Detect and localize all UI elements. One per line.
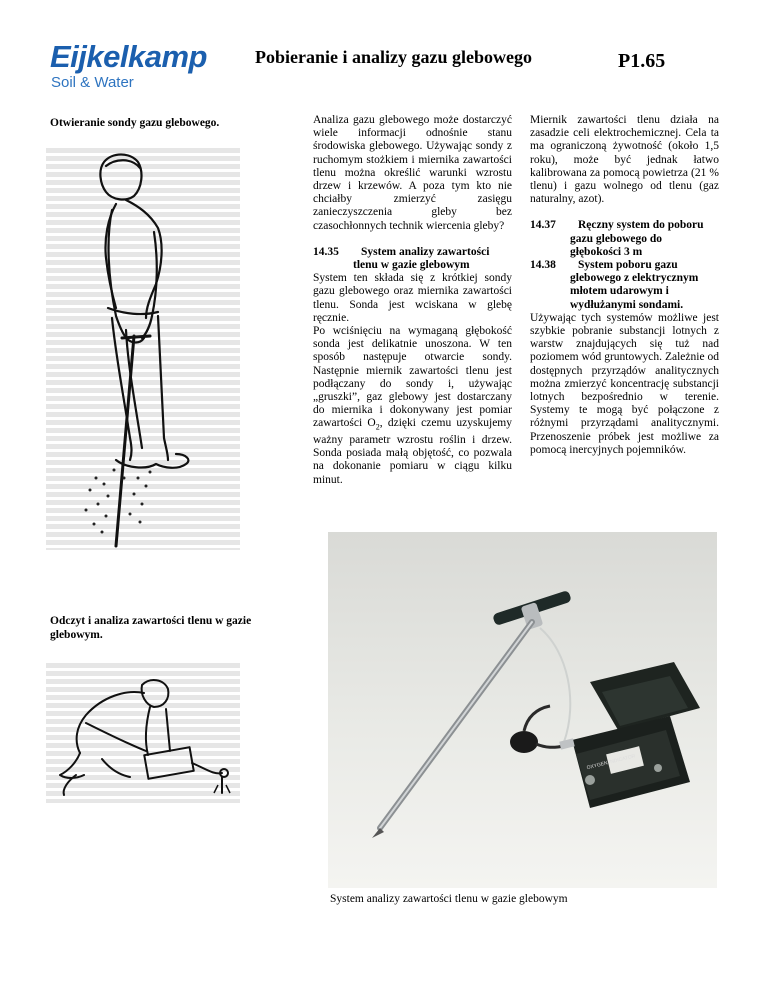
body-paragraph: System ten składa się z krótkiej sondy gazu glebowego oraz miernika zawartości tlenu. Sonda jest wciskana w glebę ręcznie. [313,272,512,324]
body-paragraph: Używając tych systemów możliwe jest szybkie pobranie substancji lotnych z warstw znajdujących się tuż nad poziomem wód gruntowych. Zależnie od dostępnych przyrządów analitycznych można zmierzyć koncentrację substancji lotnych bezpośrednio w terenie. Systemy te mogą być połączone z różnymi przyrządami analitycznymi. Przenoszenie próbek jest możliwe za pomocą inercyjnych pojemników. [530,311,719,456]
figure1-caption: Otwieranie sondy gazu glebowego. [50,117,220,129]
text-column-2 [313,114,512,487]
man-pushing-probe-drawing [46,148,240,550]
man-reading-meter-drawing [46,663,240,803]
heading-14-37: 14.37 Ręczny system do poboru gazu glebowego do głębokości 3 m [530,219,704,258]
figure2-caption: Odczyt i analiza zawartości tlenu w gazie glebowym. [50,615,252,641]
product-photo [328,532,717,888]
intro-paragraph: Miernik zawartości tlenu działa na zasadzie celi elektrochemicznej. Cela ta ma ograniczoną żywotność (około 1,5 roku), może być jednak łatwo kalibrowana za pomocą powietrza (21 % tlenu) i gazu wolnego od tlenu (gaz naturalny, azot). [530,114,719,206]
heading-line: System analizy zawartości [361,245,490,258]
logo-wordmark: Eijkelkamp [50,39,207,74]
intro-paragraph: Analiza gazu glebowego może dostarczyć wiele informacji odnośnie stanu środowiska glebowego. Używając sondy z ruchomym stożkiem i miernika zawartości tlenu można określić warunki wzrostu drzew i krzewów. A poza tym kto nie chciałby zmierzyć zasięgu zanieczyszczenia gleby bez czasochłonnych technik wiercenia gleby? [313,114,512,232]
document-code: P1.65 [618,50,666,72]
figure2-illustration [46,663,240,803]
eijkelkamp-logo [50,40,220,96]
logo-tagline: Soil & Water [51,74,134,91]
heading-14-38: 14.38 System poboru gazu glebowego z elektrycznym młotem udarowym i wydłużanymi sondami. [530,259,699,311]
figure1-illustration [46,148,240,550]
probe-and-meter-picture [328,532,717,888]
item-number: 14.35 [313,245,339,258]
meter-label: OXYGEN INDICATOR [586,753,636,772]
heading-line: tlenu w gazie glebowym [353,259,470,272]
body-paragraph: Po wciśnięciu na wymaganą głębokość sonda jest delikatnie unoszona. W ten sposób następuje otwarcie sondy. Następnie miernik zawartości tlenu jest podłączany do sondy i, używając „gruszki”, gaz glebowy jest dostarczany do miernika i dokonywany jest pomiar zawartości $O_2$, dzięki czemu uzyskujemy ważny parametr wzrostu roślin i drzew. Sonda posiada małą objętość, co pozwala na dokonanie pomiaru w ciągu kilku minut. [313,325,513,486]
text-column-3 [530,114,719,457]
page-title: Pobieranie i analizy gazu glebowego [255,47,532,67]
heading-14-35 [313,246,512,272]
photo-caption: System analizy zawartości tlenu w gazie glebowym [330,893,568,905]
